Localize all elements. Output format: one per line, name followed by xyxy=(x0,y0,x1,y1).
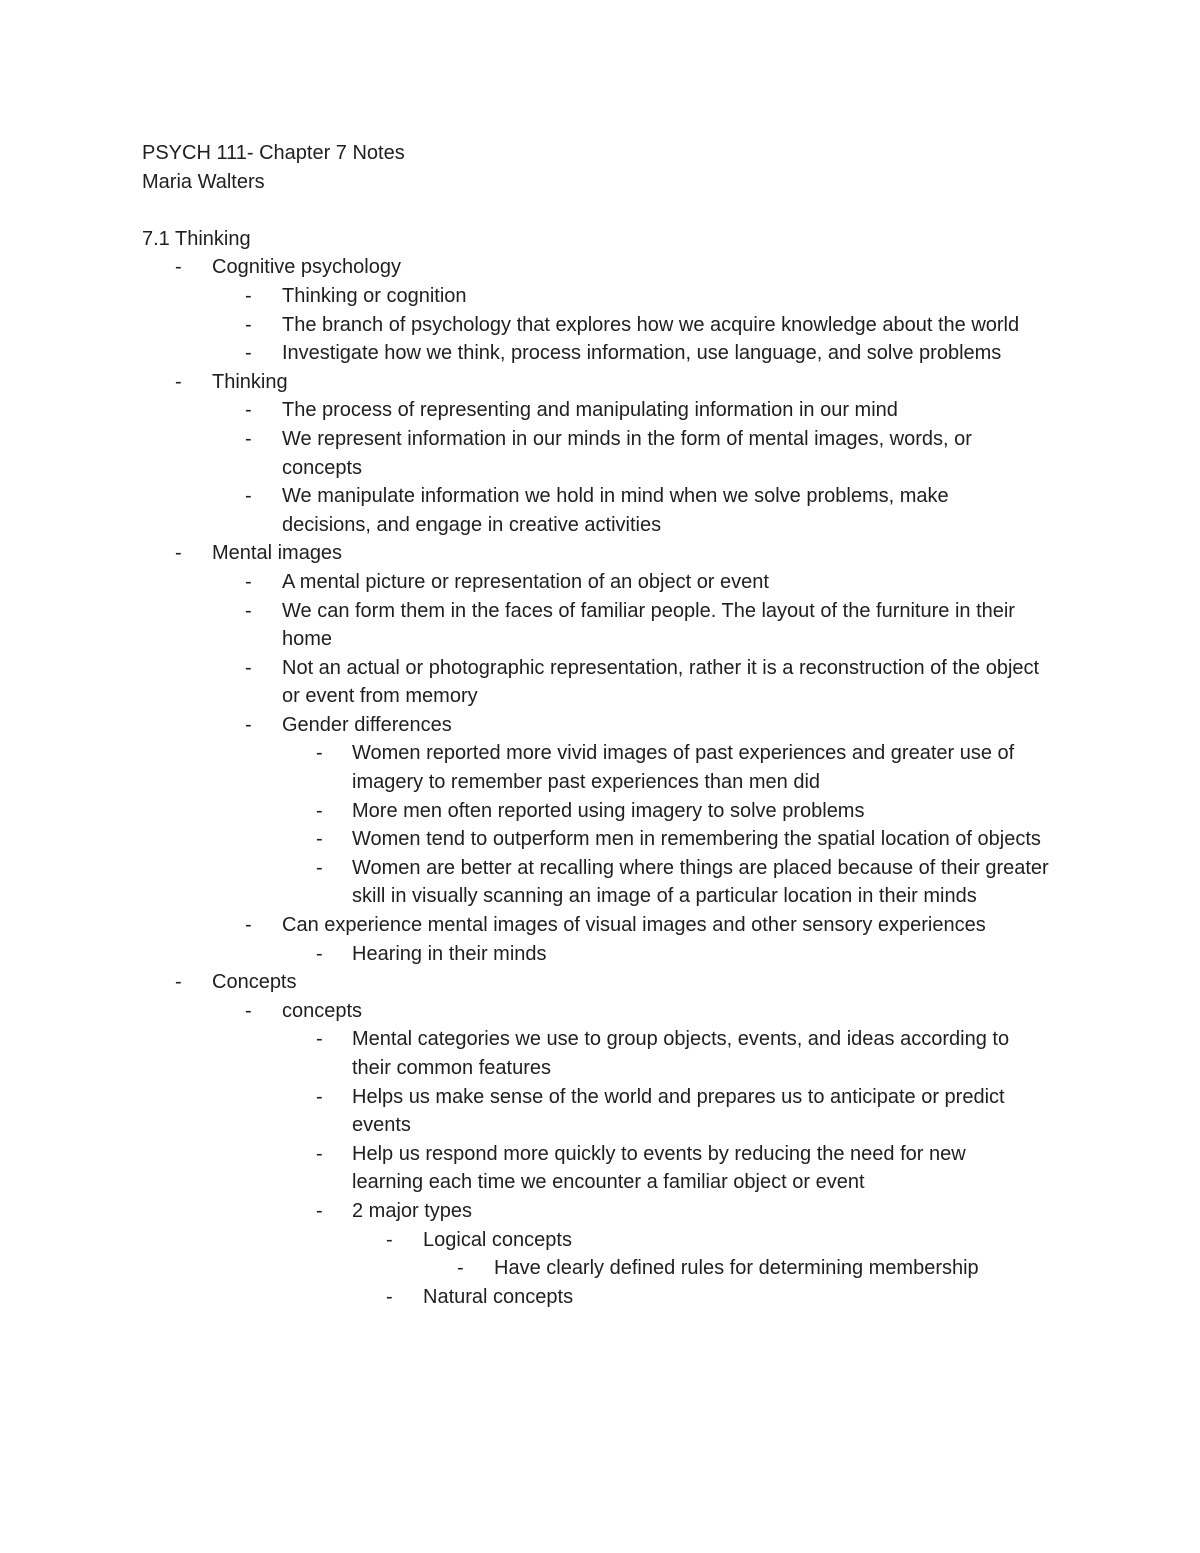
outline-item-text: Cognitive psychology xyxy=(212,256,401,279)
bullet-dash: - xyxy=(175,256,182,279)
bullet-dash: - xyxy=(316,799,323,822)
outline-item-text: We represent information in our minds in the form of mental images, words, or concepts xyxy=(282,427,972,479)
section-heading: 7.1 Thinking xyxy=(142,227,251,250)
bullet-dash: - xyxy=(245,399,252,422)
outline-item xyxy=(142,1226,1072,1255)
outline-item-text: Mental images xyxy=(212,542,343,565)
outline-root xyxy=(142,253,1072,1311)
bullet-dash: - xyxy=(386,1285,393,1308)
outline-item xyxy=(142,711,1072,740)
outline-item-text: We manipulate information we hold in mind when we solve problems, make decisions, and engage in creative activities xyxy=(282,485,949,536)
outline-item xyxy=(142,1254,1072,1283)
bullet-dash: - xyxy=(245,656,252,679)
bullet-dash: - xyxy=(316,742,323,765)
bullet-dash: - xyxy=(245,284,252,307)
document-title: PSYCH 111- Chapter 7 Notes xyxy=(142,142,405,164)
outline-item-text: Not an actual or photographic representation, rather it is a reconstruction of the object or event from memory xyxy=(282,656,1040,708)
outline-item-text: Women are better at recalling where things are placed because of their greater skill in visually scanning an image of a particular location in their minds xyxy=(352,856,1049,908)
outline-item xyxy=(142,854,1072,911)
bullet-dash: - xyxy=(245,599,252,622)
outline-item-text: The branch of psychology that explores how we acquire knowledge about the world xyxy=(282,313,1020,336)
bullet-dash: - xyxy=(316,856,323,879)
outline-item xyxy=(142,253,1072,282)
outline-item xyxy=(142,968,1072,997)
outline-item xyxy=(142,997,1072,1026)
bullet-dash: - xyxy=(245,313,252,336)
outline-item xyxy=(142,311,1072,340)
bullet-dash: - xyxy=(245,485,252,508)
outline-item xyxy=(142,825,1072,854)
bullet-dash: - xyxy=(175,542,182,565)
outline-item xyxy=(142,797,1072,826)
outline-item xyxy=(142,425,1072,482)
outline-item-text: 2 major types xyxy=(352,1199,473,1222)
outline-item xyxy=(142,597,1072,654)
outline-item xyxy=(142,1140,1072,1197)
outline-item-text: Hearing in their minds xyxy=(352,942,547,965)
outline-item xyxy=(142,1025,1072,1082)
bullet-dash: - xyxy=(316,1085,323,1108)
outline-item-text: Helps us make sense of the world and prepares us to anticipate or predict events xyxy=(352,1085,1005,1137)
outline-item xyxy=(142,396,1072,425)
outline-item xyxy=(142,568,1072,597)
outline-item-text: A mental picture or representation of an object or event xyxy=(282,570,769,593)
outline-item-text: Can experience mental images of visual images and other sensory experiences xyxy=(282,914,986,937)
bullet-dash: - xyxy=(457,1257,464,1280)
outline-item-text: Women reported more vivid images of past experiences and greater use of imagery to remember past experiences than men did xyxy=(352,742,1015,794)
outline-item-text: Concepts xyxy=(212,971,297,994)
outline-item-text: We can form them in the faces of familiar people. The layout of the furniture in their home xyxy=(282,599,1015,651)
outline-item-text: Mental categories we use to group objects, events, and ideas according to their common features xyxy=(352,1028,1010,1079)
outline-item xyxy=(142,739,1072,796)
blank-line xyxy=(142,196,1072,225)
outline-item-text: Thinking xyxy=(212,370,288,393)
bullet-dash: - xyxy=(386,1228,393,1251)
document-author: Maria Walters xyxy=(142,170,265,193)
bullet-dash: - xyxy=(175,971,182,994)
bullet-dash: - xyxy=(245,570,252,593)
outline-item-text: Women tend to outperform men in remembering the spatial location of objects xyxy=(352,828,1041,851)
outline-item xyxy=(142,1283,1072,1312)
bullet-dash: - xyxy=(316,1142,323,1165)
bullet-dash: - xyxy=(316,942,323,965)
outline-item-text: More men often reported using imagery to solve problems xyxy=(352,799,865,822)
outline-item xyxy=(142,1083,1072,1140)
outline-item xyxy=(142,368,1072,397)
outline-item-text: Have clearly defined rules for determining membership xyxy=(494,1257,979,1280)
outline-item-text: Thinking or cognition xyxy=(282,284,467,307)
outline-item-text: Investigate how we think, process information, use language, and solve problems xyxy=(282,342,1002,365)
bullet-dash: - xyxy=(245,999,252,1022)
outline-item xyxy=(142,940,1072,969)
bullet-dash: - xyxy=(245,713,252,736)
bullet-dash: - xyxy=(245,342,252,365)
outline-item-text: Logical concepts xyxy=(423,1228,572,1251)
bullet-dash: - xyxy=(245,914,252,937)
bullet-dash: - xyxy=(175,370,182,393)
bullet-dash: - xyxy=(316,1028,323,1051)
outline-item-text: concepts xyxy=(282,999,363,1022)
outline-item xyxy=(142,339,1072,368)
outline-item-text: Gender differences xyxy=(282,713,452,736)
outline-item xyxy=(142,1197,1072,1226)
outline-item xyxy=(142,282,1072,311)
bullet-dash: - xyxy=(245,427,252,450)
outline-item xyxy=(142,654,1072,711)
outline-item xyxy=(142,911,1072,940)
document-body xyxy=(142,139,1072,1311)
outline-item-text: Natural concepts xyxy=(423,1285,574,1308)
bullet-dash: - xyxy=(316,1199,323,1222)
outline-item-text: The process of representing and manipulating information in our mind xyxy=(282,399,898,422)
outline-item xyxy=(142,482,1072,539)
outline-item xyxy=(142,539,1072,568)
bullet-dash: - xyxy=(316,828,323,851)
outline-item-text: Help us respond more quickly to events by reducing the need for new learning each time we encounter a familiar object or event xyxy=(352,1142,966,1194)
